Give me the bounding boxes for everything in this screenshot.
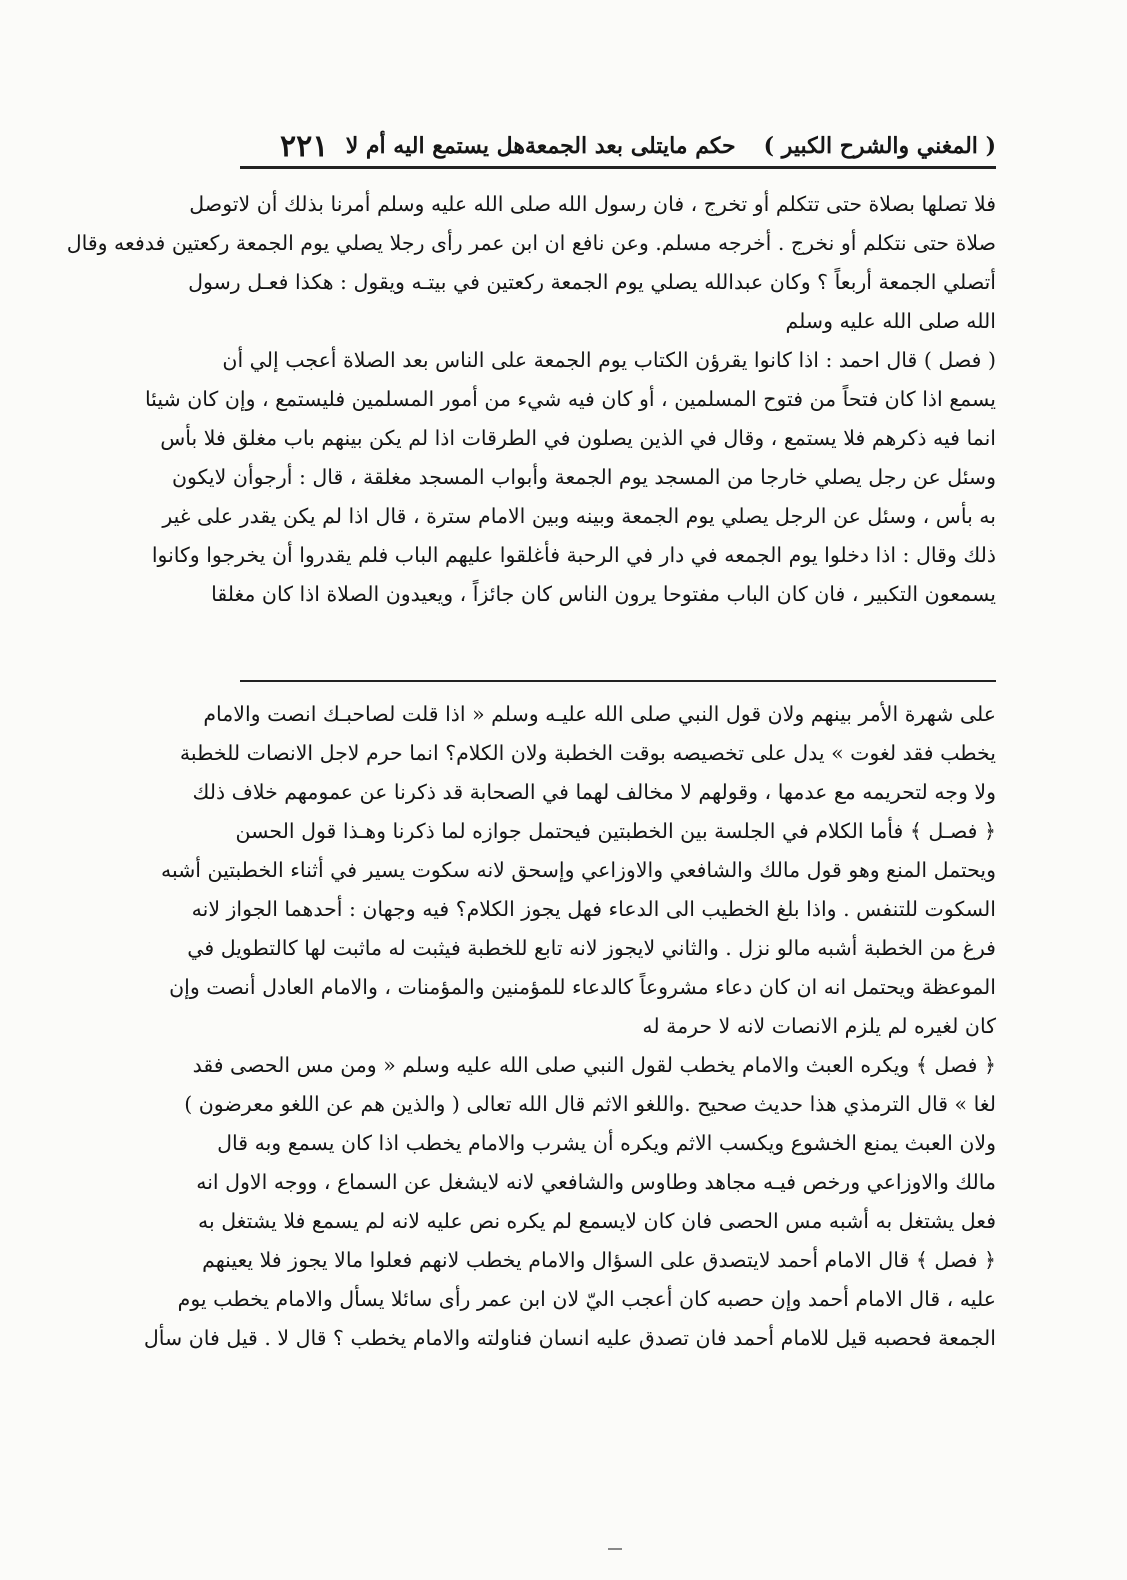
text-line: مالك والاوزاعي ورخص فيـه مجاهد وطاوس والشافعي لانه لايشغل عن السماع ، ووجه الاول انه — [196, 1170, 996, 1194]
text-line: انما فيه ذكرهم فلا يستمع ، وقال في الذين يصلون في الطرقات اذا لم يكن بينهم باب مغلق فلا بأس — [160, 426, 996, 450]
text-line: ويحتمل المنع وهو قول مالك والشافعي والاوزاعي وإسحق لانه سكوت يسير في أثناء الخطبتين أشبه — [160, 858, 996, 882]
text-line: فعل يشتغل به أشبه مس الحصى فان كان لايسمع لم يكره نص عليه لانه لم يسمع فلا يشتغل به — [198, 1209, 996, 1233]
text-line: ذلك وقال : اذا دخلوا يوم الجمعه في دار في الرحبة فأغلقوا عليهم الباب فلم يقدروا أن يخرجوا وكانوا — [151, 543, 996, 567]
commentary-text — [143, 695, 996, 1358]
text-line: فلا تصلها بصلاة حتى تتكلم أو تخرج ، فان رسول الله صلى الله عليه وسلم أمرنا بذلك أن لاتوصل — [189, 192, 996, 216]
text-line: السكوت للتنفس . واذا بلغ الخطيب الى الدعاء فهل يجوز الكلام؟ فيه وجهان : أحدهما الجواز لانه — [191, 897, 996, 921]
text-line: صلاة حتى نتكلم أو نخرج . أخرجه مسلم. وعن نافع ان ابن عمر رأى رجلا يصلي يوم الجمعة ركعتين فدفعه وقال — [66, 231, 996, 255]
text-line: عليه ، قال الامام أحمد وإن حصبه كان أعجب اليّ لان ابن عمر رأى سائلا يسأل والامام يخطب يوم — [177, 1287, 996, 1311]
footer-mark — [608, 1548, 622, 1550]
text-line: ولا وجه لتحريمه مع عدمها ، وقولهم لا مخالف لهما في الصحابة قد ذكرنا عن عمومهم خلاف ذلك — [192, 780, 996, 804]
text-line: فرغ من الخطبة أشبه مالو نزل . والثاني لايجوز لانه تابع للخطبة فيثبت له ماثبت لها كالتطويل في — [187, 936, 996, 960]
text-line: وسئل عن رجل يصلي خارجا من المسجد يوم الجمعة وأبواب المسجد مغلقة ، قال : أرجوأن لايكون — [171, 465, 996, 489]
section-divider — [240, 680, 996, 682]
text-line: الموعظة ويحتمل انه ان كان دعاء مشروعاً كالدعاء للمؤمنين والمؤمنات ، والامام العادل أنصت وإن — [169, 975, 996, 999]
text-line: الله صلى الله عليه وسلم — [785, 309, 996, 333]
book-title: ( المغني والشرح الكبير ) — [763, 133, 996, 159]
text-line: لغا » قال الترمذي هذا حديث صحيح .واللغو الاثم قال الله تعالى ( والذين هم عن اللغو معرضون ) — [184, 1092, 996, 1116]
text-line: الجمعة فحصبه قيل للامام أحمد فان تصدق عليه انسان فناولته والامام يخطب ؟ قال لا . قيل فان سأل — [143, 1326, 996, 1350]
text-line: ( فصل ) قال احمد : اذا كانوا يقرؤن الكتاب يوم الجمعة على الناس بعد الصلاة أعجب إلي أن — [222, 348, 996, 372]
text-line: كان لغيره لم يلزم الانصات لانه لا حرمة له — [642, 1014, 996, 1038]
text-line: ﴿ فصل ﴾ قال الامام أحمد لايتصدق على السؤال والامام يخطب لانهم فعلوا مالا يجوز فلا يعينهم — [202, 1248, 996, 1272]
text-line: على شهرة الأمر بينهم ولان قول النبي صلى الله عليـه وسلم « اذا قلت لصاحبـك انصت والامام — [203, 702, 996, 726]
text-line: يخطب فقد لغوت » يدل على تخصيصه بوقت الخطبة ولان الكلام؟ انما حرم لاجل الانصات للخطبة — [179, 741, 996, 765]
text-line: ولان العبث يمنع الخشوع ويكسب الاثم ويكره أن يشرب والامام يخطب اذا كان يسمع وبه قال — [217, 1131, 996, 1155]
text-line: يسمعون التكبير ، فان كان الباب مفتوحا يرون الناس كان جائزاً ، ويعيدون الصلاة اذا كان مغلقا — [211, 582, 996, 606]
text-line: أتصلي الجمعة أربعاً ؟ وكان عبدالله يصلي يوم الجمعة ركعتين في بيتـه ويقول : هكذا فعـل رسول — [188, 270, 996, 294]
text-line: ﴿ فصـل ﴾ فأما الكلام في الجلسة بين الخطبتين فيحتمل جوازه لما ذكرنا وهـذا قول الحسن — [235, 819, 996, 843]
text-line: به بأس ، وسئل عن الرجل يصلي يوم الجمعة وبينه وبين الامام سترة ، قال اذا لم يكن يقدر على غير — [162, 504, 996, 528]
chapter-title: حكم مايتلى بعد الجمعةهل يستمع اليه أم لا — [345, 133, 736, 159]
page-number: ٢٢١ — [280, 128, 329, 164]
text-line: ﴿ فصل ﴾ ويكره العبث والامام يخطب لقول النبي صلى الله عليه وسلم « ومن مس الحصى فقد — [192, 1053, 996, 1077]
header-rule — [240, 166, 996, 169]
page-header — [240, 126, 996, 166]
main-text — [66, 185, 996, 614]
text-line: يسمع اذا كان فتحاً من فتوح المسلمين ، أو كان فيه شيء من أمور المسلمين فليستمع ، وإن كان شيئا — [144, 387, 996, 411]
